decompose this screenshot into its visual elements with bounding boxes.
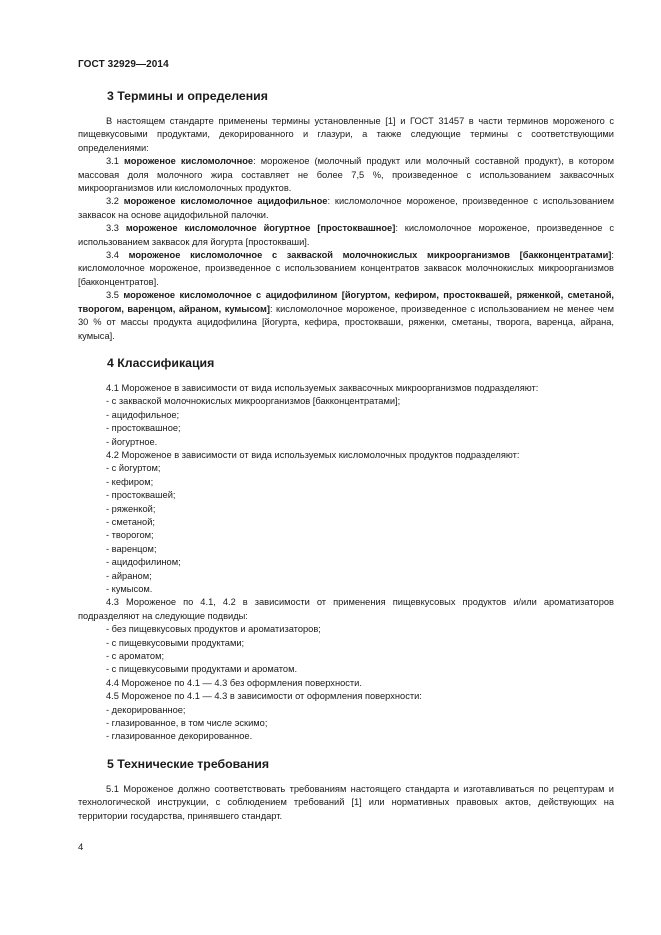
term-name: мороженое кисломолочное ацидофильное xyxy=(123,196,328,207)
term-number: 3.2 xyxy=(106,196,124,207)
term-3-3 xyxy=(78,222,614,249)
list-item: - простоквашное; xyxy=(106,423,181,434)
section-5-heading: 5 Технические требования xyxy=(107,756,269,771)
list-item: - с йогуртом; xyxy=(106,463,161,474)
list-item: - ацидофильное; xyxy=(106,409,180,420)
paragraph-4-3: 4.3 Мороженое по 4.1, 4.2 в зависимости от применения пищевкусовых продуктов и/или ароматизаторов подразделяют на следующие подвиды: xyxy=(78,597,614,621)
term-3-5 xyxy=(78,289,614,343)
term-name: мороженое кисломолочное с ацидофилином [йогуртом, кефиром, простоквашей, ряженкой, сметаной, творогом, варенцом, айраном, кумысом] xyxy=(78,290,614,314)
list-item: - айраном; xyxy=(106,570,152,581)
section-4-heading: 4 Классификация xyxy=(107,355,215,370)
term-3-1 xyxy=(78,155,614,195)
list-item: - декорированное; xyxy=(106,704,186,715)
list-item: - кефиром; xyxy=(106,476,154,487)
list-item: - с закваской молочнокислых микроорганизмов [бакконцентратами]; xyxy=(106,396,401,407)
paragraph-4-1: 4.1 Мороженое в зависимости от вида используемых заквасочных микроорганизмов подразделяют: xyxy=(106,382,539,393)
list-item: - йогуртное. xyxy=(106,436,158,447)
list-item: - с пищевкусовыми продуктами и ароматом. xyxy=(106,664,298,675)
document-header: ГОСТ 32929—2014 xyxy=(78,59,169,70)
paragraph-4-2: 4.2 Мороженое в зависимости от вида используемых кисломолочных продуктов подразделяют: xyxy=(106,449,520,460)
list-item: - глазированное декорированное. xyxy=(106,731,253,742)
list-item: - ацидофилином; xyxy=(106,557,181,568)
term-definition: : кисломолочное мороженое, произведенное с использованием заквасок на основе ацидофильной палочки. xyxy=(78,196,615,220)
term-3-2 xyxy=(78,195,614,222)
term-name: мороженое кисломолочное йогуртное [простоквашное] xyxy=(125,223,396,234)
term-number: 3.3 xyxy=(106,223,126,234)
term-definition: : мороженое (молочный продукт или молочный составной продукт), в котором массовая доля молочного жира составляет не более 7,5 %, произведенное с использованием заквасочных микроорганизмов или кисломолочных продуктов. xyxy=(78,156,614,194)
list-item: - без пищевкусовых продуктов и ароматизаторов; xyxy=(106,624,321,635)
page-number: 4 xyxy=(78,842,84,853)
list-item: - простоквашей; xyxy=(106,490,176,501)
paragraph-4-4: 4.4 Мороженое по 4.1 — 4.3 без оформления поверхности. xyxy=(106,677,362,688)
term-3-4 xyxy=(78,249,614,289)
term-name: мороженое кисломолочное с закваской молочнокислых микроорганизмов [бакконцентратами] xyxy=(128,250,612,261)
term-definition: : кисломолочное мороженое, произведенное с использованием не менее чем 30 % от массы продукта ацидофилина [йогурта, кефира, простокваши, ряженки, сметаны, творога, варенца, айрана, кумыса]. xyxy=(78,303,614,341)
term-number: 3.1 xyxy=(106,156,125,167)
section-3-intro: В настоящем стандарте применены термины установленные [1] и ГОСТ 31457 в части терминов мороженого с пищевкусовыми продуктами, декорированного и глазури, а также следующие термины с соответствующими определениями: xyxy=(78,116,614,153)
list-item: - сметаной; xyxy=(106,516,155,527)
list-item: - ряженкой; xyxy=(106,503,156,514)
list-item: - с ароматом; xyxy=(106,651,165,662)
term-number: 3.5 xyxy=(106,290,124,301)
term-definition: : кисломолочное мороженое, произведенное с использованием концентратов заквасок молочнокислых микроорганизмов [бакконцентратов]. xyxy=(78,250,614,287)
term-definition: : кисломолочное мороженое, произведенное с использованием заквасок для йогурта [простокваши]. xyxy=(78,223,614,247)
list-item: - творогом; xyxy=(106,530,154,541)
document-body xyxy=(78,88,614,823)
term-number: 3.4 xyxy=(106,250,129,261)
term-name: мороженое кисломолочное xyxy=(124,156,254,167)
section-3-heading: 3 Термины и определения xyxy=(107,89,268,103)
list-item: - кумысом. xyxy=(106,584,153,594)
list-item: - варенцом; xyxy=(106,543,157,554)
paragraph-5-1: 5.1 Мороженое должно соответствовать требованиям настоящего стандарта и изготавливаться по рецептурам и технологической инструкции, с соблюдением требований [1] или нормативных правовых актов, действующих на территории государства, принявшего стандарт. xyxy=(78,783,614,821)
list-item: - с пищевкусовыми продуктами; xyxy=(106,637,245,648)
paragraph-4-5: 4.5 Мороженое по 4.1 — 4.3 в зависимости от оформления поверхности: xyxy=(106,691,422,702)
list-item: - глазированное, в том числе эскимо; xyxy=(106,718,268,729)
